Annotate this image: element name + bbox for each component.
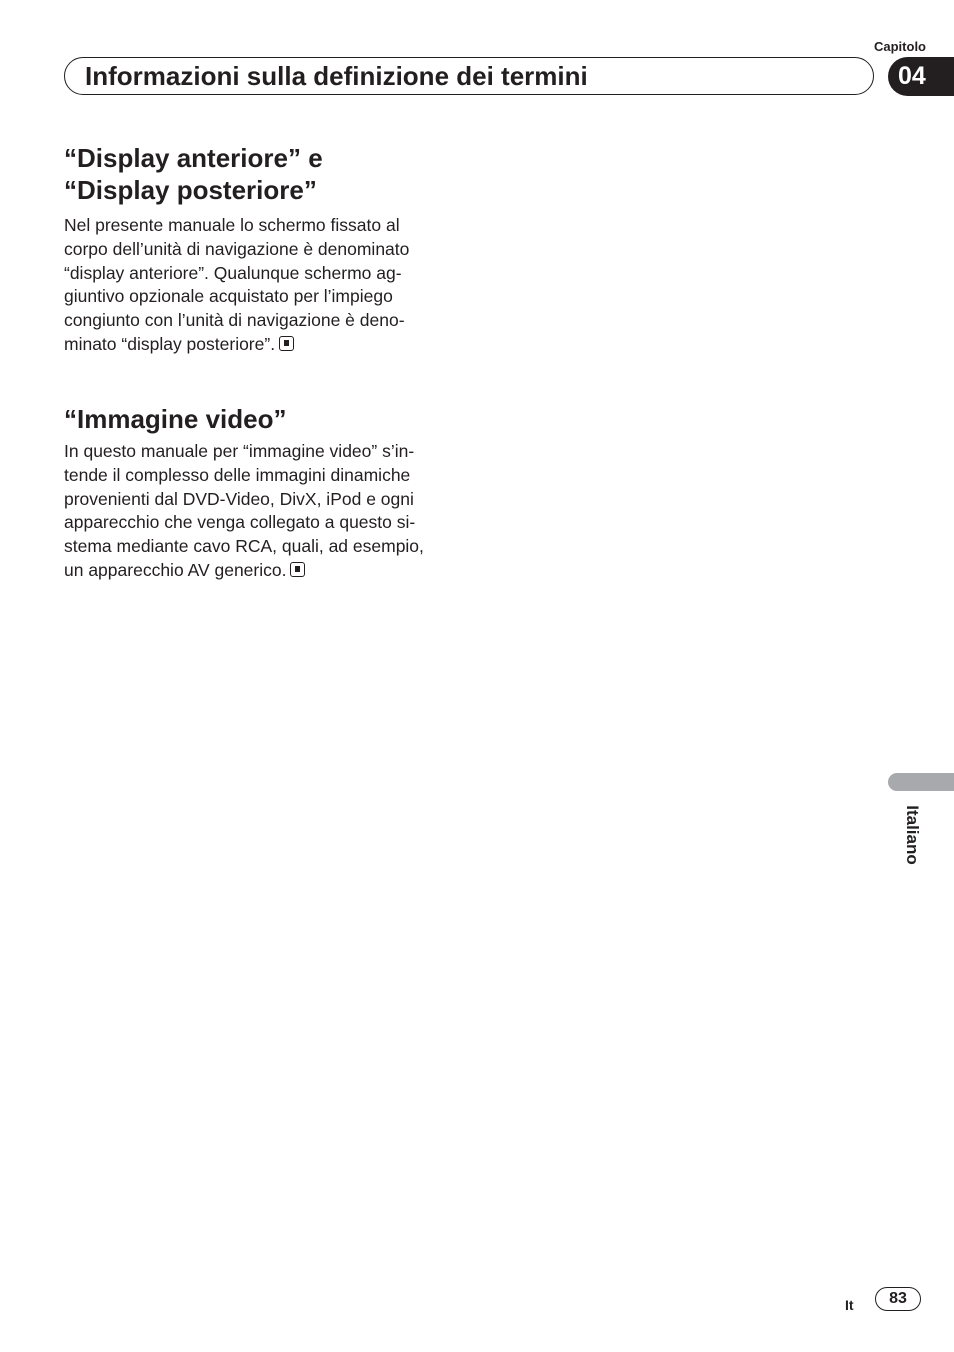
chapter-title: Informazioni sulla definizione dei termini [85,61,588,91]
body-line: Nel presente manuale lo schermo fissato al [64,215,400,235]
body-line: In questo manuale per “immagine video” s’in- [64,441,415,461]
chapter-label: Capitolo [874,39,926,54]
section-body [64,440,454,583]
end-of-section-icon [290,562,305,577]
language-tab [888,773,954,791]
section-heading [64,142,454,206]
body-line: corpo dell’unità di navigazione è denominato [64,238,410,259]
chapter-number-badge: 04 [888,57,954,96]
section-video-image-definition [64,403,454,583]
body-line: provenienti dal DVD-Video, DivX, iPod e ogni [64,488,414,509]
body-line: “display anteriore”. Qualunque schermo ag- [64,262,402,283]
section-heading-line: “Immagine video” [64,404,287,434]
section-heading [64,403,454,435]
body-line: apparecchio che venga collegato a questo si- [64,512,416,533]
body-line: giuntivo opzionale acquistato per l’impiego [64,286,393,307]
body-line: un apparecchio AV generico. [64,559,287,580]
chapter-header [64,57,874,95]
body-line: stema mediante cavo RCA, quali, ad esempio, [64,536,424,557]
section-heading-line: “Display posteriore” [64,175,317,205]
end-of-section-icon [279,336,294,351]
body-line: tende il complesso delle immagini dinamiche [64,464,411,485]
footer-language-code: It [845,1297,854,1313]
body-line: congiunto con l’unità di navigazione è deno- [64,310,405,331]
page-number: 83 [875,1287,921,1311]
section-display-definitions [64,142,454,357]
section-body [64,214,454,357]
section-heading-line: “Display anteriore” e [64,143,323,173]
body-line: minato “display posteriore”. [64,333,276,354]
language-label: Italiano [903,805,922,865]
